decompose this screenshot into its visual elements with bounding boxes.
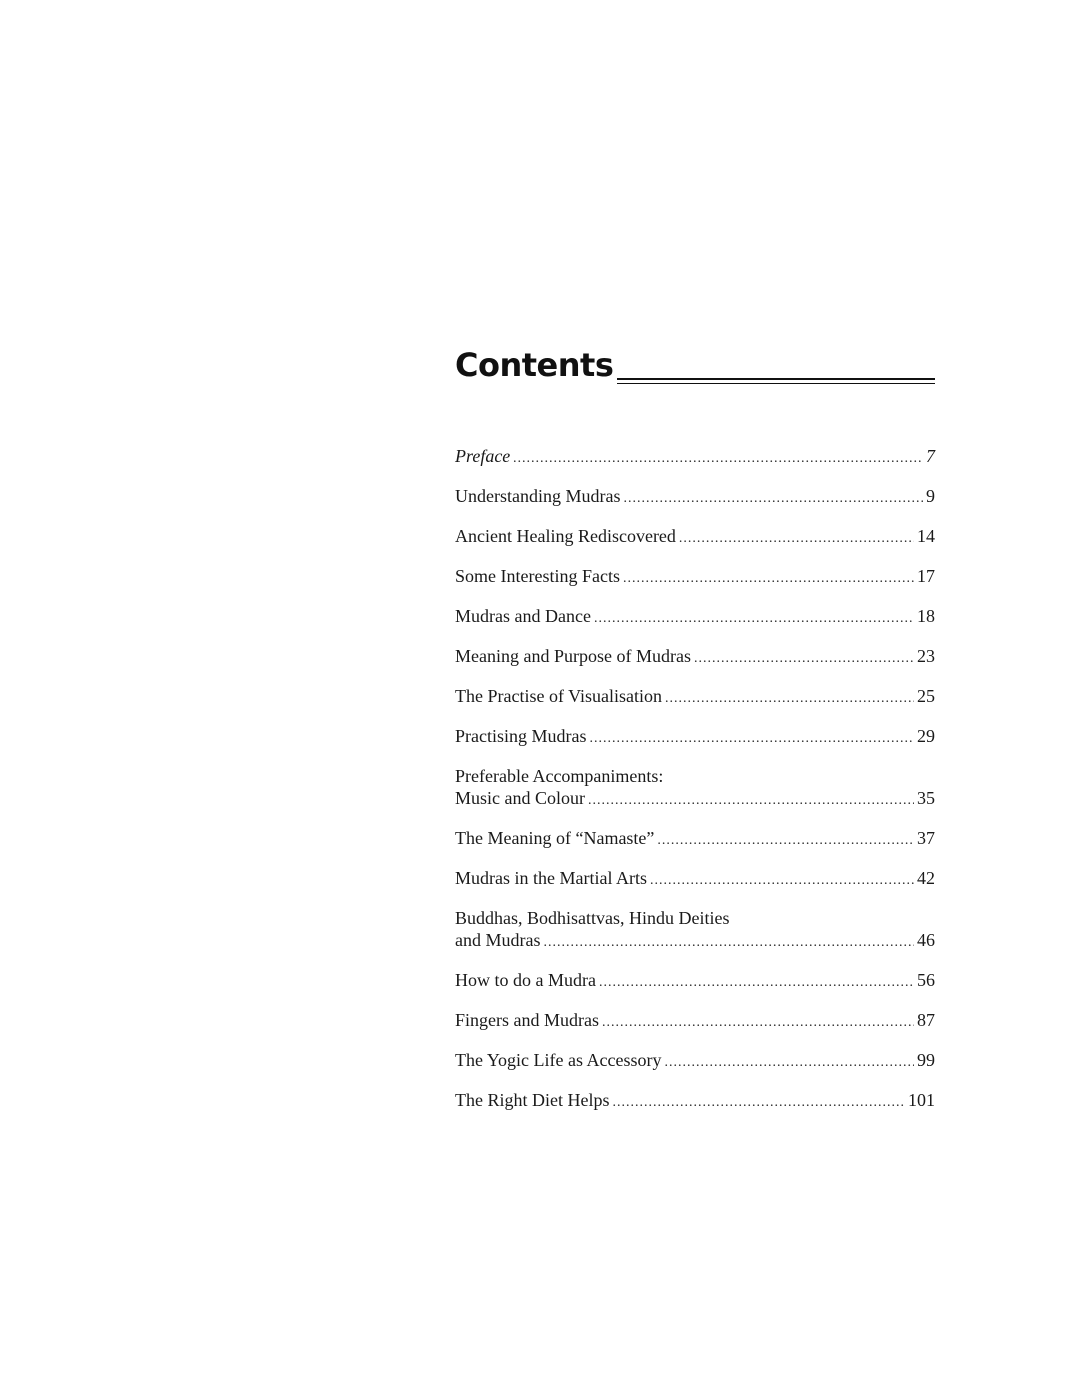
toc-entry-line [455,565,935,590]
toc-page-number: 25 [917,686,935,706]
toc-entry [455,685,935,710]
toc-entry-line [455,929,935,954]
toc-entry [455,485,935,510]
toc-entry-line [455,1009,935,1034]
toc-page-number: 7 [926,446,935,466]
toc-page-number: 9 [926,486,935,506]
dot-leader [602,1012,914,1034]
table-of-contents [455,345,935,1110]
toc-entry-title: Preface [455,446,511,466]
dot-leader [612,1092,905,1114]
toc-entry-title-line: Buddhas, Bodhisattvas, Hindu Deities [455,908,730,928]
toc-entry-title-line: Preferable Accompaniments: [455,766,664,786]
toc-page-number: 29 [917,726,935,746]
toc-entry [455,1009,935,1034]
dot-leader [588,790,914,812]
toc-entry [455,725,935,750]
toc-page-number: 101 [908,1090,935,1110]
toc-entries [455,445,935,1129]
dot-leader [623,568,914,590]
toc-entry-title: The Right Diet Helps [455,1090,610,1110]
toc-entry-title: Mudras and Dance [455,606,591,626]
toc-entry-line [455,525,935,550]
toc-entry-line [455,605,935,630]
toc-entry-line [455,725,935,750]
toc-entry-line [455,445,935,470]
toc-entry-title: Understanding Mudras [455,486,621,506]
toc-page-number: 56 [917,970,935,990]
toc-entry [455,765,935,812]
toc-entry-title: Fingers and Mudras [455,1010,599,1030]
dot-leader [665,688,914,710]
dot-leader [694,648,914,670]
toc-entry-line [455,787,935,812]
toc-entry [455,525,935,550]
toc-entry [455,827,935,852]
toc-entry-title: The Practise of Visualisation [455,686,663,706]
toc-entry-title: Some Interesting Facts [455,566,620,586]
dot-leader [513,448,923,470]
dot-leader [657,830,914,852]
toc-entry [455,645,935,670]
toc-entry [455,605,935,630]
toc-entry [455,969,935,994]
toc-entry [455,445,935,470]
dot-leader [589,728,914,750]
toc-page-number: 23 [917,646,935,666]
toc-page-number: 46 [917,930,935,950]
toc-entry [455,565,935,590]
toc-page-number: 42 [917,868,935,888]
dot-leader [543,932,914,954]
toc-entry-title: How to do a Mudra [455,970,596,990]
toc-entry [455,907,935,954]
toc-entry-title: Meaning and Purpose of Mudras [455,646,691,666]
toc-entry-line [455,645,935,670]
toc-entry-line [455,1089,935,1114]
toc-entry-title: Mudras in the Martial Arts [455,868,647,888]
toc-entry [455,867,935,892]
dot-leader [599,972,914,994]
toc-page-number: 35 [917,788,935,808]
toc-entry-line [455,685,935,710]
toc-page-number: 87 [917,1010,935,1030]
toc-entry [455,1049,935,1074]
dot-leader [679,528,914,550]
toc-entry-line [455,1049,935,1074]
toc-entry-line [455,867,935,892]
dot-leader [650,870,914,892]
toc-entry-title: The Meaning of “Namaste” [455,828,655,848]
toc-entry-title: Music and Colour [455,788,585,808]
toc-entry [455,1089,935,1114]
dot-leader [664,1052,914,1074]
page-title: Contents [455,345,617,385]
toc-entry-title: The Yogic Life as Accessory [455,1050,662,1070]
toc-entry-line [455,969,935,994]
dot-leader [623,488,923,510]
toc-page-number: 17 [917,566,935,586]
toc-entry-title: and Mudras [455,930,541,950]
toc-entry-line [455,485,935,510]
toc-entry-line [455,827,935,852]
dot-leader [594,608,914,630]
toc-page-number: 37 [917,828,935,848]
toc-page-number: 14 [917,526,935,546]
toc-page-number: 18 [917,606,935,626]
heading-row [455,345,935,385]
toc-entry-title: Ancient Healing Rediscovered [455,526,676,546]
toc-page-number: 99 [917,1050,935,1070]
toc-entry-title: Practising Mudras [455,726,587,746]
